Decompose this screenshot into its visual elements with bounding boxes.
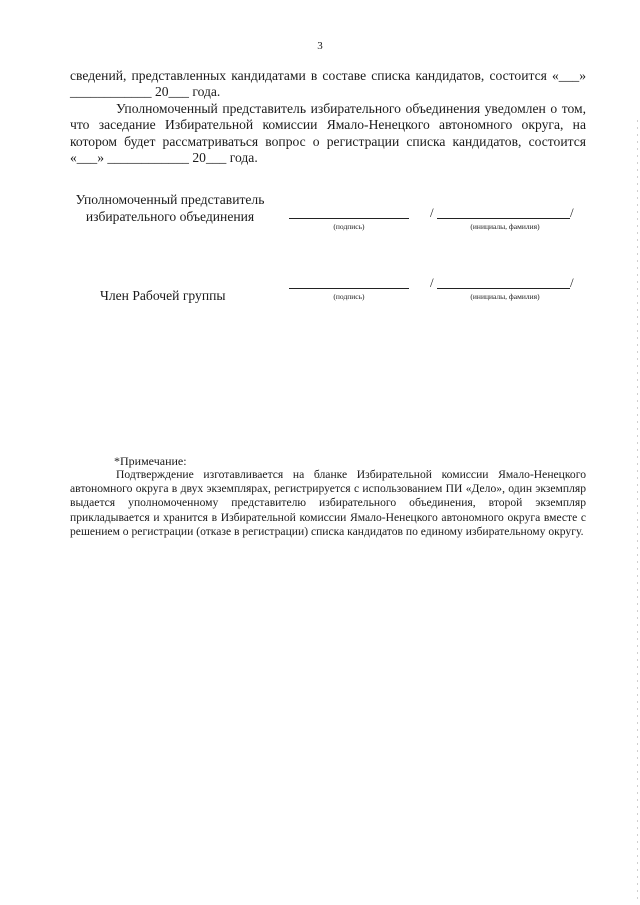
name-line-1 — [437, 218, 570, 219]
name-open-slash-1: / — [430, 205, 434, 220]
body-paragraph-1: сведений, представленных кандидатами в составе списка кандидатов, состоится «___» ____________ 20___ года. — [70, 68, 586, 100]
signature-line-1 — [289, 218, 409, 219]
name-close-slash-1: / — [570, 205, 574, 220]
signature-caption-1: (подпись) — [333, 222, 365, 231]
name-open-slash-2: / — [430, 275, 434, 290]
page-number: 3 — [317, 40, 323, 52]
name-caption-2: (инициалы, фамилия) — [470, 292, 540, 301]
scan-edge-mark — [637, 120, 638, 900]
signature-line-2 — [289, 288, 409, 289]
representative-label: Уполномоченный представитель избирательного объединения — [75, 192, 265, 224]
name-line-2 — [437, 288, 570, 289]
signature-caption-2: (подпись) — [333, 292, 365, 301]
name-close-slash-2: / — [570, 275, 574, 290]
note-text: Подтверждение изготавливается на бланке Избирательной комиссии Ямало-Ненецкого автономного округа в двух экземплярах, регистрируется с использованием ПИ «Дело», один экземпляр выдается уполномоченному представителю избирательного объединения, второй экземпляр прикладывается и хранится в Избирательной комиссии Ямало-Ненецкого автономного округа вместе с решением о регистрации (отказе в регистрации) списка кандидатов по единому избирательному округу. — [70, 468, 586, 538]
name-caption-1: (инициалы, фамилия) — [470, 222, 540, 231]
member-label: Член Рабочей группы — [100, 288, 226, 303]
note-title: *Примечание: — [114, 454, 187, 468]
body-paragraph-2: Уполномоченный представитель избирательного объединения уведомлен о том, что заседание Избирательной комиссии Ямало-Ненецкого автономного округа, на котором будет рассматриваться вопрос о регистрации списка кандидатов, состоится «___» ____________ 20___ года. — [70, 101, 586, 166]
